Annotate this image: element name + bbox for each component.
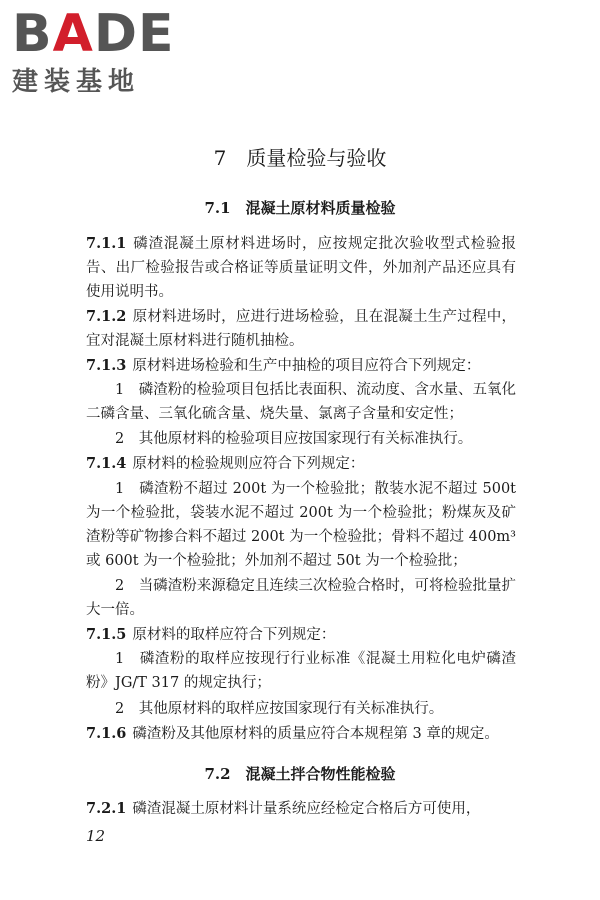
clause-number: 7.2.1 (86, 800, 127, 817)
clause-text: 磷渣粉及其他原材料的质量应符合本规程第 3 章的规定。 (132, 726, 499, 742)
logo-wordmark: BADE (12, 4, 175, 64)
clause-7-1-2 (86, 305, 516, 353)
clause-text: 磷渣混凝土原材料计量系统应经检定合格后方可使用， (132, 801, 481, 817)
clause-7-1-3 (86, 354, 516, 378)
clause-text: 原材料进场检验和生产中抽检的项目应符合下列规定： (132, 358, 481, 374)
clause-number: 7.1.6 (86, 725, 127, 742)
clause-7-1-5-item-2: 2 其他原材料的取样应按国家现行有关标准执行。 (115, 701, 444, 717)
clause-7-2-1 (86, 797, 516, 821)
clause-number: 7.1.1 (86, 235, 127, 252)
clause-7-1-4 (86, 452, 516, 476)
page-number: 12 (86, 827, 106, 845)
section-title-7-1: 7.1 混凝土原材料质量检验 (204, 199, 396, 217)
clause-7-1-1 (86, 232, 516, 304)
clause-7-1-5-item-1: 1 磷渣粉的取样应按现行行业标准《混凝土用粒化电炉磷渣粉》JG/T 317 的规定执行； (86, 651, 516, 691)
clause-7-1-4-item-2: 2 当磷渣粉来源稳定且连续三次检验合格时，可将检验批量扩大一倍。 (86, 578, 516, 618)
clause-number: 7.1.2 (86, 308, 127, 325)
clause-7-1-3-item-1: 1 磷渣粉的检验项目包括比表面积、流动度、含水量、五氧化二磷含量、三氧化硫含量、烧失量、氯离子含量和安定性； (86, 382, 516, 422)
logo (8, 6, 183, 98)
clause-7-1-5 (86, 623, 516, 647)
clause-text: 原材料的检验规则应符合下列规定： (132, 456, 365, 472)
clause-7-1-3-item-2: 2 其他原材料的检验项目应按国家现行有关标准执行。 (115, 431, 473, 447)
clause-text: 原材料的取样应符合下列规定： (132, 627, 336, 643)
clause-number: 7.1.3 (86, 357, 127, 374)
clause-text: 磷渣混凝土原材料进场时，应按规定批次验收型式检验报告、出厂检验报告或合格证等质量证明文件，外加剂产品还应具有使用说明书。 (86, 236, 516, 300)
clause-7-1-6 (86, 722, 516, 746)
clause-number: 7.1.5 (86, 626, 127, 643)
clause-number: 7.1.4 (86, 455, 127, 472)
clause-7-1-4-item-1: 1 磷渣粉不超过 200t 为一个检验批；散装水泥不超过 500t 为一个检验批，袋装水泥不超过 200t 为一个检验批；粉煤灰及矿渣粉等矿物掺合料不超过 200t 为一个检验批；骨料不超过 400m³ 或 600t 为一个检验批；外加剂不超过 50t 为一个检验批； (86, 481, 516, 569)
clause-text: 原材料进场时，应进行进场检验，且在混凝土生产过程中，宜对混凝土原材料进行随机抽检。 (86, 309, 516, 349)
logo-subtitle: 建装基地 (12, 67, 141, 97)
section-title-7-2: 7.2 混凝土拌合物性能检验 (204, 765, 396, 783)
chapter-title: 7 质量检验与验收 (213, 146, 387, 170)
